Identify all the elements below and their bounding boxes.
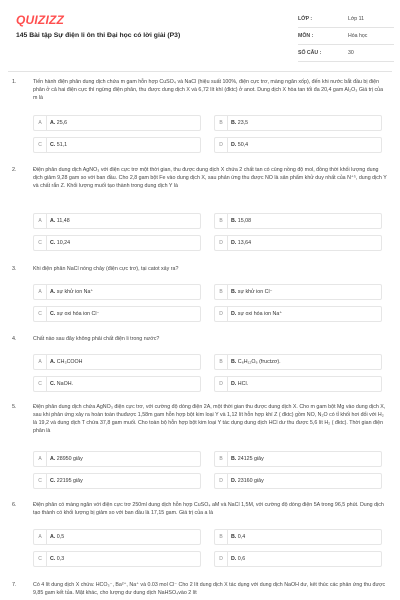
option-letter: A [34,355,47,369]
option-letter: B [215,285,228,299]
option-text: 11,48 [56,218,70,224]
option-text: 23160 giây [237,478,264,484]
option-d[interactable] [214,235,382,251]
option-label: D. [231,311,237,317]
option-letter: C [34,307,47,321]
question-text: Điện phân dung dịch chứa AgNO₃ điện cực trơ, với cường độ dòng điện 2A, một thời gian thu được dung dịch X. Cho m gam bột Mg vào dung dịch X, sau khi phản ứng xảy ra hoàn toàn thuđược 1,58m gam hỗn hợp bột kim loại Y và 1,12 lít hỗn hợp khí Z ( đktc) gồm NO, N₂O có tỉ khối hơi đối với H₂ là 19,2 và dung dịch T chứa 37,8 gam muối. Cho toàn bộ hỗn hợp bột kim loại Y tác dụng dung dịch HCl dư thu được 5,6 lít H₂ ( đktc). Thời gian điện phân là [33,404,386,434]
question-number: 7. [12,582,17,588]
option-label: A. [50,218,56,224]
option-label: A. [50,456,56,462]
option-b[interactable] [214,451,382,467]
option-a[interactable] [33,451,201,467]
option-label: B. [231,289,237,295]
option-text: 13,64 [237,240,252,246]
option-b[interactable] [214,529,382,545]
meta-label: SỐ CÂU : [298,50,322,56]
option-text: 10,24 [56,240,71,246]
question-number: 5. [12,404,17,410]
meta-label: LỚP : [298,16,313,22]
option-b[interactable] [214,115,382,131]
worksheet-header [0,0,400,66]
meta-row-subject [298,28,394,45]
option-text: sự khử ion Na⁺ [56,289,94,295]
option-a[interactable] [33,284,201,300]
option-text: 25,6 [56,120,68,126]
option-text: 50,4 [237,142,249,148]
meta-row-class [298,11,394,28]
option-text: 15,08 [237,218,252,224]
option-letter: B [215,530,228,544]
option-label: D. [231,142,237,148]
option-text: HCl. [237,381,249,387]
option-label: A. [50,359,56,365]
option-d[interactable] [214,551,382,567]
option-letter: C [34,552,47,566]
option-label: B. [231,218,237,224]
option-text: NaOH. [56,381,73,387]
option-text: sự oxi hóa ion Na⁺ [237,311,283,317]
option-c[interactable] [33,235,201,251]
question-text: Điện phân dung dịch AgNO₃ với điện cực trơ một thời gian, thu được dung dịch X chứa 2 chất tan có cùng nồng độ mol, đồng thời khối lượng dung dịch giảm 9,28 gam so với ban đầu. Cho 2,8 gam bột Fe vào dung dịch X, sau phản ứng thu được NO là sản phẩm khử duy nhất của N⁺⁵, dung dịch Y và chất rắn Z. Khối lượng muối tạo thành trong dung dịch Y là [33,167,387,189]
option-d[interactable] [214,306,382,322]
page-title: 145 Bài tập Sự điện li ôn thi Đại học có lời giải (P3) [16,32,181,39]
option-letter: D [215,236,228,250]
option-d[interactable] [214,473,382,489]
option-letter: A [34,116,47,130]
option-letter: B [215,452,228,466]
option-letter: C [34,138,47,152]
option-text: 0,3 [56,556,65,562]
question-number: 6. [12,502,17,508]
option-text: 23,5 [237,120,249,126]
meta-row-question-count [298,45,394,62]
option-label: C. [50,240,56,246]
option-c[interactable] [33,306,201,322]
option-a[interactable] [33,529,201,545]
question-number: 1. [12,79,17,85]
option-label: B. [231,456,237,462]
option-label: C. [50,556,56,562]
option-b[interactable] [214,354,382,370]
option-letter: D [215,474,228,488]
option-letter: C [34,474,47,488]
meta-value: 30 [348,50,354,56]
option-c[interactable] [33,376,201,392]
option-b[interactable] [214,213,382,229]
option-label: D. [231,240,237,246]
question-text: Chất nào sau đây không phải chất điện li trong nước? [33,336,160,342]
meta-label: MÔN : [298,33,314,39]
option-letter: A [34,214,47,228]
option-label: A. [50,120,56,126]
question-number: 3. [12,266,17,272]
option-d[interactable] [214,137,382,153]
option-letter: D [215,552,228,566]
option-letter: D [215,377,228,391]
option-a[interactable] [33,115,201,131]
option-label: B. [231,120,237,126]
option-letter: A [34,452,47,466]
option-d[interactable] [214,376,382,392]
question-text: Tiến hành điện phân dung dịch chứa m gam hỗn hợp CuSO₄ và NaCl (hiệu suất 100%, điện cực trơ, màng ngăn xốp), đến khi nước bắt đầu bị điện phân ở cả hai điện cực thì ngừng điện phân, thu được dung dịch X và 6,72 lít khí (đktc) ở anot. Dung dịch X hòa tan tối đa 20,4 gam Al₂O₃ Giá trị của m là [33,79,384,101]
option-c[interactable] [33,137,201,153]
option-letter: B [215,355,228,369]
meta-value: Lớp 11 [348,16,364,22]
question-text: Khi điện phân NaCl nóng chảy (điện cực trơ), tại catot xảy ra? [33,266,179,272]
header-divider [8,71,392,72]
question-number: 4. [12,336,17,342]
worksheet-meta [298,11,394,62]
option-text: sự khử ion Cl⁻ [237,289,273,295]
option-letter: A [34,285,47,299]
option-label: B. [231,359,237,365]
question-text: Điện phân có màng ngăn với điện cực trơ 250ml dung dịch hỗn hợp CuSO₄ aM và NaCl 1,5M, với cường độ dòng điện 5A trong 96,5 phút. Dung dịch tạo thành có khối lượng bị giảm so với ban đầu là 17,15 gam. Giá trị của a là [33,502,384,516]
option-label: C. [50,381,56,387]
option-label: C. [50,142,56,148]
option-text: 0,4 [237,534,246,540]
option-label: D. [231,381,237,387]
option-label: A. [50,534,56,540]
option-text: 28950 giây [56,456,83,462]
option-text: CH₃COOH [56,359,83,365]
option-text: C₆H₁₂O₆ (fructzơ). [237,359,281,365]
option-text: 0,6 [237,556,246,562]
option-c[interactable] [33,551,201,567]
option-label: C. [50,478,56,484]
option-letter: C [34,236,47,250]
option-label: D. [231,478,237,484]
quizizz-logo: QUIZIZZ [16,13,65,27]
option-letter: A [34,530,47,544]
option-label: D. [231,556,237,562]
option-letter: B [215,214,228,228]
question-number: 2. [12,167,17,173]
option-text: 22195 giây [56,478,83,484]
option-label: A. [50,289,56,295]
option-a[interactable] [33,354,201,370]
option-text: 24125 giây [237,456,264,462]
option-b[interactable] [214,284,382,300]
option-text: 0,5 [56,534,65,540]
option-letter: D [215,307,228,321]
option-letter: D [215,138,228,152]
option-text: 51,1 [56,142,68,148]
option-label: C. [50,311,56,317]
option-c[interactable] [33,473,201,489]
option-a[interactable] [33,213,201,229]
option-text: sự oxi hóa ion Cl⁻ [56,311,100,317]
option-letter: B [215,116,228,130]
option-letter: C [34,377,47,391]
meta-value: Hóa học [348,33,368,39]
option-label: B. [231,534,237,540]
question-text: Có 4 lít dung dịch X chứa: HCO₃⁻, Ba²⁺, Na⁺ và 0.03 mol Cl⁻ Cho 2 lít dung dịch X tác dụng với dung dịch NaOH dư, kết thúc các phản ứng thu được 9,85 gam kết tủa. Mặt khác, cho lượng dư dung dịch NaHSO₄vào 2 lít [33,582,386,596]
